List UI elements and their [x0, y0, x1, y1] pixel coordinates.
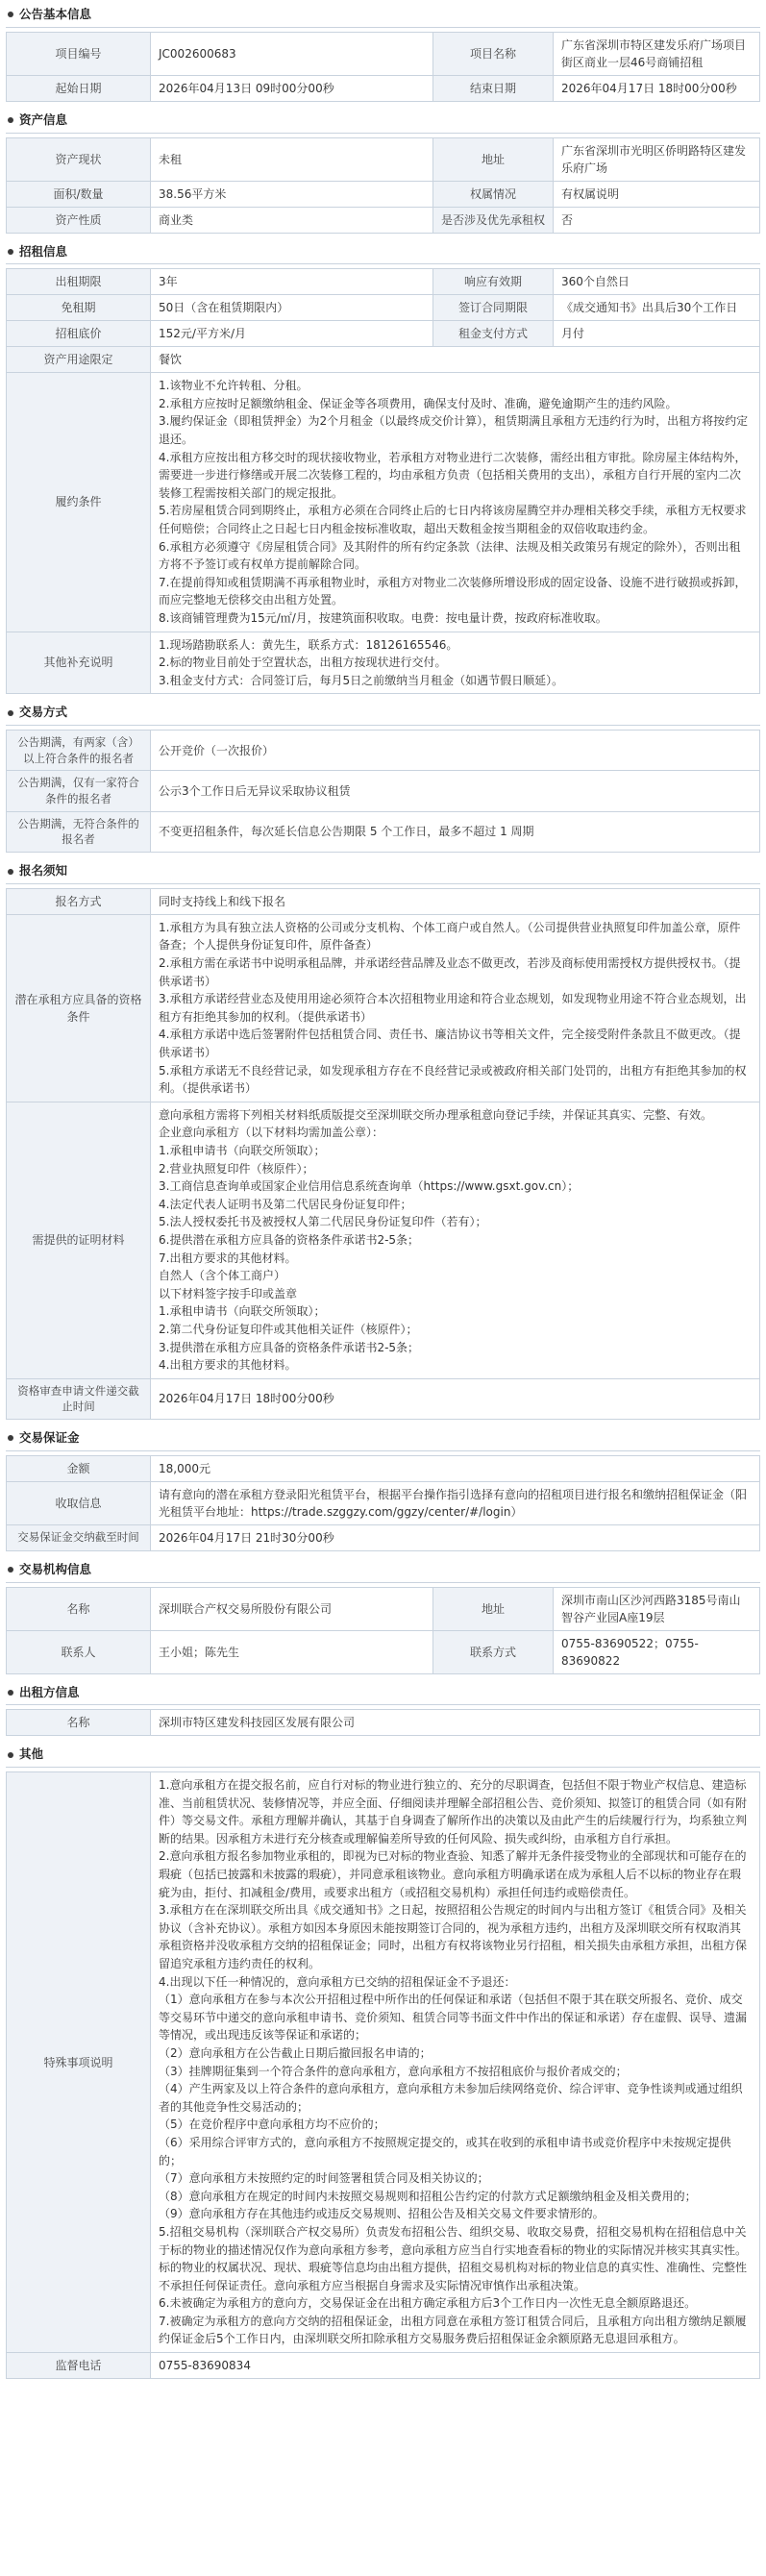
address-value: 广东省深圳市光明区侨明路特区建发乐府广场	[554, 137, 760, 181]
deposit-amount-label: 金额	[7, 1455, 151, 1481]
bullet-icon	[8, 869, 13, 875]
section-title: 出租方信息	[19, 1684, 80, 1699]
response-validity-label: 响应有效期	[433, 269, 554, 295]
none-value: 不变更招租条件，每次延长信息公告期限 5 个工作日，最多不超过 1 周期	[151, 811, 760, 852]
qualification-value: 1.承租方为具有独立法人资格的公司或分支机构、个体工商户或自然人。（公司提供营业执照复印件加盖公章，原件备查；个人提供身份证复印件，原件备查） 2.承租方需在承诺书中说明承租品牌，并承诺经营品牌及业态不做更改，若涉及商标使用需授权方提供授权书。（提供承诺书） 3.承租方承诺经营业态及使用用途必须符合本次招租物业用途和符合业态规划，如发现物业用途不符合业态规划，出租方有拒绝其参加的权利。（提供承诺书） 4.承租方承诺中选后签署附件包括租赁合同、责任书、廉洁协议书等相关文件，完全接受附件条款且不做更改。（提供承诺书） 5.承租方承诺无不良经营记录，如发现承租方存在不良经营记录或被政府相关部门处罚的，出租方有拒绝其参加的权利。（提供承诺书）	[151, 914, 760, 1102]
qualification-label: 潜在承租方应具备的资格条件	[7, 914, 151, 1102]
contact-person-label: 联系人	[7, 1630, 151, 1673]
priority-right-label: 是否涉及优先承租权	[433, 207, 554, 233]
exchange-address-label: 地址	[433, 1587, 554, 1630]
two-or-more-label: 公告期满，有两家（含）以上符合条件的报名者	[7, 731, 151, 771]
supervision-phone-value: 0755-83690834	[151, 2353, 760, 2379]
only-one-label: 公告期满，仅有一家符合条件的报名者	[7, 771, 151, 811]
documents-value: 意向承租方需将下列相关材料纸质版提交至深圳联交所办理承租意向登记手续，并保证其真实、完整、有效。 企业意向承租方（以下材料均需加盖公章）： 1.承租申请书（向联交所领取）； 2.营业执照复印件（核原件）； 3.工商信息查询单或国家企业信用信息系统查询单（https://www.gsxt.gov.cn）； 4.法定代表人证明书及第二代居民身份证复印件； 5.法人授权委托书及被授权人第二代居民身份证复印件（若有）； 6.提供潜在承租方应具备的资格条件承诺书2-5条； 7.出租方要求的其他材料。 自然人（含个体工商户） 以下材料签字按手印或盖章 1.承租申请书（向联交所领取）； 2.第二代身份证复印件或其他相关证件（核原件）； 3.提供潜在承租方应具备的资格条件承诺书2-5条； 4.出租方要求的其他材料。	[151, 1102, 760, 1378]
section-title: 其他	[19, 1746, 44, 1762]
priority-right-value: 否	[554, 207, 760, 233]
section-title: 交易保证金	[19, 1430, 80, 1446]
trade-method-table	[6, 730, 760, 853]
other-notes-label: 其他补充说明	[7, 632, 151, 694]
project-no-value: JC002600683	[151, 32, 433, 75]
registration-mode-label: 报名方式	[7, 888, 151, 914]
exchange-name-value: 深圳联合产权交易所股份有限公司	[151, 1587, 433, 1630]
section-announcement-basic	[6, 2, 760, 102]
section-registration	[6, 858, 760, 1420]
project-no-label: 项目编号	[7, 32, 151, 75]
asset-nature-label: 资产性质	[7, 207, 151, 233]
section-lessor-info	[6, 1680, 760, 1737]
start-date-label: 起始日期	[7, 75, 151, 101]
area-label: 面积/数量	[7, 181, 151, 207]
bullet-icon	[8, 1752, 13, 1758]
project-name-value: 广东省深圳市特区建发乐府广场项目街区商业一层46号商铺招租	[554, 32, 760, 75]
asset-use-value: 餐饮	[151, 347, 760, 373]
deposit-amount-value: 18,000元	[151, 1455, 760, 1481]
asset-status-value: 未租	[151, 137, 433, 181]
section-title: 资产信息	[19, 111, 68, 127]
bullet-icon	[8, 249, 13, 255]
other-table	[6, 1771, 760, 2379]
documents-label: 需提供的证明材料	[7, 1102, 151, 1378]
special-notes-value: 1.意向承租方在提交报名前，应自行对标的物业进行独立的、充分的尽职调查，包括但不限于物业产权信息、建造标准、当前租赁状况、装修情况等，并应全面、仔细阅读并理解全部招租公告、竞价须知、拟签订的租赁合同（如有附件）等交易文件。承租方理解并确认，其基于自身调查了解所作出的决策以及由此产生的后续履行行为，均系独立判断的结果。因承租方未进行充分核查或理解偏差所导致的任何风险、损失或纠纷，由承租方自行承担。 2.意向承租方报名参加物业承租的，即视为已对标的物业查验、知悉了解并无条件接受物业的全部现状和可能存在的瑕疵（包括已披露和未披露的瑕疵），并同意承租该物业。意向承租方明确承诺在成为承租人后不以标的物业存在瑕疵为由，拒付、扣减租金/费用，或要求出租方（或招租交易机构）承担任何违约或赔偿责任。 3.承租方在在深圳联交所出具《成交通知书》之日起，按照招租公告规定的时间内与出租方签订《租赁合同》及相关协议（含补充协议）。承租方如因本身原因未能按期签订合同的，视为承租方违约，出租方及深圳联交所有权取消其承租资格并没收承租方交纳的招租保证金；同时，出租方有权将该物业另行招租，相关损失由承租方承担，出租方保留追究承租方违约责任的权利。 4.出现以下任一种情况的，意向承租方已交纳的招租保证金不予退还： （1）意向承租方在参与本次公开招租过程中所作出的任何保证和承诺（包括但不限于其在联交所报名、竞价、成交等交易环节中递交的意向承租申请书、竞价须知、租赁合同等书面文件中作出的保证和承诺）存在虚假、误导、遗漏等情况，或出现违反该等保证和承诺的； （2）意向承租方在公告截止日期后撤回报名申请的； （3）挂牌期征集到一个符合条件的意向承租方，意向承租方不按招租底价与报价者成交的； （4）产生两家及以上符合条件的意向承租方，意向承租方未参加后续网络竞价、综合评审、竞争性谈判或通过组织者的其他竞争性交易活动的； （5）在竞价程序中意向承租方均不应价的； （6）采用综合评审方式的，意向承租方不按照规定提交的，或其在收到的承租申请书或竞价程序中未按规定提供的； （7）意向承租方未按照约定的时间签署租赁合同及相关协议的； （8）意向承租方在规定的时间内未按照交易规则和招租公告约定的付款方式足额缴纳租金及相关费用的； （9）意向承租方存在其他违约或违反交易规则、招租公告及相关交易文件要求情形的。 5.招租交易机构（深圳联合产权交易所）负责发布招租公告、组织交易、收取交易费，招租交易机构在招租信息中关于标的物业的描述情况仅作为意向承租方参考，意向承租方应当自行实地查看标的物业的实际情况并核实其真实性。标的物业的权属状况、现状、瑕疵等信息均由出租方提供，招租交易机构对标的物业信息的真实性、准确性、完整性不承担任何保证责任。意向承租方应当根据自身需求及实际情况审慎作出承租决策。 6.未被确定为承租方的意向方，交易保证金在出租方确定承租方后3个工作日内一次性无息全额原路退还。 7.被确定为承租方的意向方交纳的招租保证金，出租方同意在承租方签订租赁合同后，且承租方向出租方缴纳足额履约保证金后5个工作日内，由深圳联交所扣除承租方交易服务费后招租保证金余额原路无息退回承租方。	[151, 1772, 760, 2353]
section-title: 交易方式	[19, 705, 68, 720]
other-notes-value: 1.现场踏勘联系人：黄先生，联系方式：18126165546。 2.标的物业目前处于空置状态，出租方按现状进行交付。 3.租金支付方式：合同签订后，每月5日之前缴纳当月租金（如遇节假日顺延）。	[151, 632, 760, 694]
address-label: 地址	[433, 137, 554, 181]
asset-info-table	[6, 137, 760, 234]
asset-use-label: 资产用途限定	[7, 347, 151, 373]
reserve-price-label: 招租底价	[7, 321, 151, 347]
bullet-icon	[8, 1690, 13, 1696]
deposit-deadline-value: 2026年04月17日 21时30分00秒	[151, 1524, 760, 1550]
registration-mode-value: 同时支持线上和线下报名	[151, 888, 760, 914]
payment-method-value: 月付	[554, 321, 760, 347]
bullet-icon	[8, 12, 13, 17]
lessor-name-label: 名称	[7, 1710, 151, 1736]
bullet-icon	[8, 1567, 13, 1573]
section-title: 公告基本信息	[19, 7, 92, 21]
rent-free-label: 免租期	[7, 295, 151, 321]
rental-term-label: 出租期限	[7, 269, 151, 295]
section-title: 交易机构信息	[19, 1561, 92, 1576]
collection-info-label: 收取信息	[7, 1481, 151, 1524]
bullet-icon	[8, 1435, 13, 1441]
submission-deadline-value: 2026年04月17日 18时00分00秒	[151, 1378, 760, 1419]
section-trade-method	[6, 700, 760, 853]
bullet-icon	[8, 117, 13, 123]
contact-person-value: 王小姐；陈先生	[151, 1630, 433, 1673]
exchange-name-label: 名称	[7, 1587, 151, 1630]
exchange-info-table	[6, 1587, 760, 1674]
end-date-label: 结束日期	[433, 75, 554, 101]
asset-nature-value: 商业类	[151, 207, 433, 233]
contact-phone-label: 联系方式	[433, 1630, 554, 1673]
payment-method-label: 租金支付方式	[433, 321, 554, 347]
special-notes-label: 特殊事项说明	[7, 1772, 151, 2353]
contact-phone-value: 0755-83690522；0755-83690822	[554, 1630, 760, 1673]
lessor-info-table	[6, 1709, 760, 1736]
two-or-more-value: 公开竞价（一次报价）	[151, 731, 760, 771]
rental-info-table	[6, 268, 760, 694]
section-rental-info	[6, 239, 760, 695]
project-name-label: 项目名称	[433, 32, 554, 75]
exchange-address-value: 深圳市南山区沙河西路3185号南山智谷产业园A座19层	[554, 1587, 760, 1630]
supervision-phone-label: 监督电话	[7, 2353, 151, 2379]
asset-status-label: 资产现状	[7, 137, 151, 181]
section-title: 报名须知	[19, 863, 68, 879]
rental-term-value: 3年	[151, 269, 433, 295]
deposit-table	[6, 1455, 760, 1551]
registration-table	[6, 888, 760, 1420]
contract-deadline-label: 签订合同期限	[433, 295, 554, 321]
ownership-label: 权属情况	[433, 181, 554, 207]
ownership-value: 有权属说明	[554, 181, 760, 207]
contract-deadline-value: 《成交通知书》出具后30个工作日	[554, 295, 760, 321]
response-validity-value: 360个自然日	[554, 269, 760, 295]
rent-free-value: 50日（含在租赁期限内）	[151, 295, 433, 321]
performance-terms-label: 履约条件	[7, 373, 151, 632]
section-asset-info	[6, 108, 760, 234]
only-one-value: 公示3个工作日后无异议采取协议租赁	[151, 771, 760, 811]
section-other	[6, 1742, 760, 2379]
lessor-name-value: 深圳市特区建发科技园区发展有限公司	[151, 1710, 760, 1736]
section-title: 招租信息	[19, 243, 68, 259]
none-label: 公告期满，无符合条件的报名者	[7, 811, 151, 852]
performance-terms-value: 1.该物业不允许转租、分租。 2.承租方应按时足额缴纳租金、保证金等各项费用，确保支付及时、准确，避免逾期产生的违约风险。 3.履约保证金（即租赁押金）为2个月租金（以最终成交价计算），租赁期满且承租方无违约行为时，出租方将按约定退还。 4.承租方应按出租方移交时的现状接收物业，若承租方对物业进行二次装修，需经出租方审批。除房屋主体结构外，需要进一步进行修缮或开展二次装修工程的，均由承租方负责（包括相关费用的支出），承租方自行开展的室内二次装修工程需按相关部门的规定报批。 5.若房屋租赁合同到期终止，承租方必须在合同终止后的七日内将该房屋腾空并办理相关移交手续，承租方无权要求任何赔偿；合同终止之日起七日内租金按标准收取，超出天数租金按当期租金的双倍收取违约金。 6.承租方必须遵守《房屋租赁合同》及其附件的所有约定条款（法律、法规及相关政策另有规定的除外），否则出租方将不予签订或有权单方提前解除合同。 7.在提前得知或租赁期满不再承租物业时，承租方对物业二次装修所增设形成的固定设备、设施不进行破损或拆卸，而应完整地无偿移交由出租方处置。 8.该商铺管理费为15元/㎡/月，按建筑面积收取。电费：按电量计费，按政府标准收取。	[151, 373, 760, 632]
bullet-icon	[8, 710, 13, 716]
end-date-value: 2026年04月17日 18时00分00秒	[554, 75, 760, 101]
basic-info-table	[6, 32, 760, 102]
collection-info-value: 请有意向的潜在承租方登录阳光租赁平台，根据平台操作指引选择有意向的招租项目进行报名和缴纳招租保证金（阳光租赁平台地址：https://trade.szggzy.com/ggzy/center/#/login）	[151, 1481, 760, 1524]
reserve-price-value: 152元/平方米/月	[151, 321, 433, 347]
deposit-deadline-label: 交易保证金交纳截至时间	[7, 1524, 151, 1550]
submission-deadline-label: 资格审查申请文件递交截止时间	[7, 1378, 151, 1419]
section-exchange-info	[6, 1557, 760, 1674]
area-value: 38.56平方米	[151, 181, 433, 207]
start-date-value: 2026年04月13日 09时00分00秒	[151, 75, 433, 101]
section-deposit	[6, 1425, 760, 1551]
